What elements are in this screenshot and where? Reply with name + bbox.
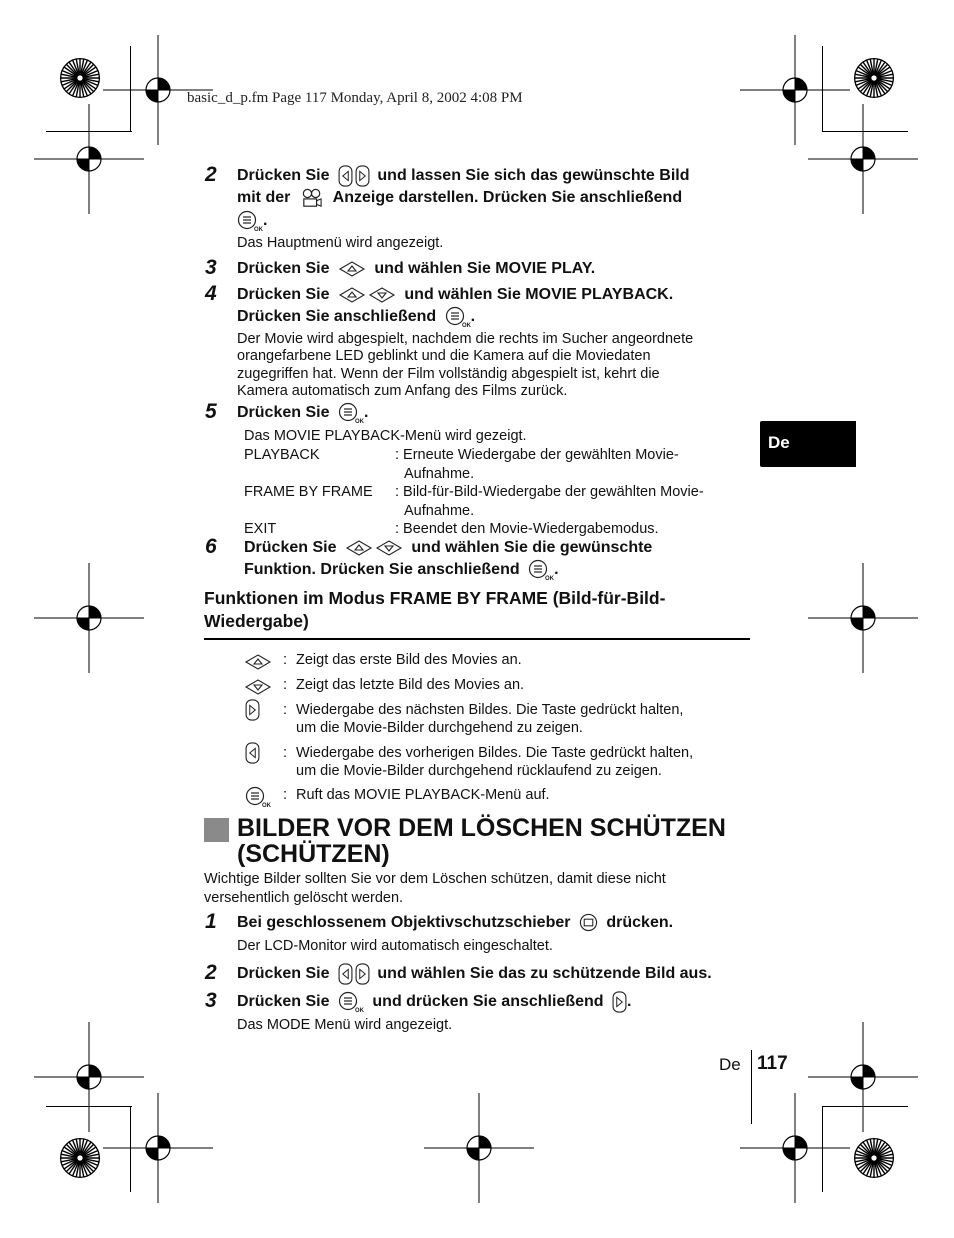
protect-intro-2: versehentlich gelöscht werden. <box>204 890 404 906</box>
protect-title-1: BILDER VOR DEM LÖSCHEN SCHÜTZEN <box>237 814 726 842</box>
right-arrow-button-icon <box>355 963 370 985</box>
list-colon: : <box>283 677 288 693</box>
list-colon: : <box>283 745 288 761</box>
list-colon: : <box>283 652 288 668</box>
star-target-icon <box>852 1136 896 1180</box>
list-item-text-cont: um die Movie-Bilder durchgehend zu zeigen. <box>296 720 583 736</box>
left-arrow-button-icon <box>338 963 353 985</box>
list-colon: : <box>283 702 288 718</box>
movie-mode-icon <box>301 188 323 208</box>
down-arrow-button-icon <box>244 679 272 695</box>
step-4-note-3: zugegriffen hat. Wenn der Film vollständig abgespielt ist, kehrt die <box>237 366 660 382</box>
crosshair-icon <box>34 104 144 214</box>
left-arrow-button-icon <box>245 742 260 764</box>
step-5-note: Das MOVIE PLAYBACK-Menü wird gezeigt. <box>244 428 527 444</box>
step-3-line: Drücken Sie und wählen Sie MOVIE PLAY. <box>237 260 596 277</box>
protect-step-1-note: Der LCD-Monitor wird automatisch eingeschaltet. <box>237 938 553 954</box>
crosshair-icon <box>808 563 918 673</box>
table-row-label: EXIT <box>244 521 277 537</box>
list-item-text: Zeigt das letzte Bild des Movies an. <box>296 677 525 693</box>
crosshair-icon <box>424 1093 534 1203</box>
left-arrow-button-icon <box>338 165 353 187</box>
protect-step-3-line: Drücken Sie und drücken Sie anschließend . <box>237 991 631 1013</box>
step-number: 6 <box>205 535 217 558</box>
step-number: 3 <box>205 989 217 1012</box>
page-number: 117 <box>757 1053 788 1074</box>
star-target-icon <box>852 56 896 100</box>
step-number: 3 <box>205 256 217 279</box>
crosshair-icon <box>740 1093 850 1203</box>
table-row-desc: : Erneute Wiedergabe der gewählten Movie- <box>395 447 679 463</box>
footer-language: De <box>719 1055 741 1074</box>
right-arrow-button-icon <box>355 165 370 187</box>
star-target-icon <box>58 56 102 100</box>
step-4-line-1: Drücken Sie und wählen Sie MOVIE PLAYBACK. <box>237 286 674 303</box>
step-4-note-4: Kamera automatisch zum Anfang des Films zurück. <box>237 383 568 399</box>
ok-menu-button-icon <box>245 786 271 808</box>
display-button-icon <box>579 913 598 932</box>
protect-step-1-line: Bei geschlossenem Objektivschutzschieber drücken. <box>237 914 674 931</box>
step-number: 1 <box>205 910 217 933</box>
table-row-desc: : Bild-für-Bild-Wiedergabe der gewählten Movie- <box>395 484 704 500</box>
up-arrow-button-icon <box>244 654 272 670</box>
table-row-label: FRAME BY FRAME <box>244 484 373 500</box>
step-6-line-2: Funktion. Drücken Sie anschließend . <box>244 559 559 581</box>
up-arrow-button-icon <box>345 540 373 556</box>
step-4-line-2: Drücken Sie anschließend . <box>237 306 475 328</box>
footer-divider <box>751 1050 752 1124</box>
step-number: 2 <box>205 163 217 186</box>
protect-step-3-note: Das MODE Menü wird angezeigt. <box>237 1017 453 1033</box>
up-arrow-button-icon <box>338 287 366 303</box>
step-2-line-2: mit der Anzeige darstellen. Drücken Sie anschließend <box>237 189 683 206</box>
table-row-desc: : Beendet den Movie-Wiedergabemodus. <box>395 521 659 537</box>
protect-intro-1: Wichtige Bilder sollten Sie vor dem Löschen schützen, damit diese nicht <box>204 871 666 887</box>
ok-menu-button-icon <box>445 306 471 328</box>
step-4-note-2: orangefarbene LED geblinkt und die Kamera auf die Moviedaten <box>237 348 651 364</box>
table-row-label: PLAYBACK <box>244 447 320 463</box>
right-arrow-button-icon <box>245 699 260 721</box>
protect-step-2-line: Drücken Sie und wählen Sie das zu schützende Bild aus. <box>237 963 712 985</box>
step-2-line-3: . <box>237 210 267 232</box>
table-row-desc-cont: Aufnahme. <box>404 466 475 482</box>
list-item-text-cont: um die Movie-Bilder durchgehend rücklaufend zu zeigen. <box>296 763 662 779</box>
frame-section-heading-2: Wiedergabe) <box>204 611 309 631</box>
down-arrow-button-icon <box>375 540 403 556</box>
crosshair-icon <box>808 104 918 214</box>
step-6-line-1: Drücken Sie und wählen Sie die gewünschte <box>244 539 653 556</box>
list-item-text: Zeigt das erste Bild des Movies an. <box>296 652 522 668</box>
crosshair-icon <box>103 1093 213 1203</box>
down-arrow-button-icon <box>368 287 396 303</box>
step-5-line: Drücken Sie . <box>237 402 368 424</box>
step-number: 4 <box>205 282 217 305</box>
list-item-text: Wiedergabe des nächsten Bildes. Die Taste gedrückt halten, <box>296 702 684 718</box>
list-item-text: Wiedergabe des vorherigen Bildes. Die Taste gedrückt halten, <box>296 745 694 761</box>
ok-menu-button-icon <box>237 210 263 232</box>
step-2-line-1: Drücken Sie und lassen Sie sich das gewünschte Bild <box>237 165 689 187</box>
right-arrow-button-icon <box>612 991 627 1013</box>
section-divider <box>204 638 750 640</box>
up-arrow-button-icon <box>338 261 366 277</box>
section-marker-box <box>204 818 229 842</box>
frame-section-heading-1: Funktionen im Modus FRAME BY FRAME (Bild-für-Bild- <box>204 588 666 608</box>
language-tab: De <box>760 421 856 467</box>
ok-menu-button-icon <box>338 991 364 1013</box>
table-row-desc-cont: Aufnahme. <box>404 503 475 519</box>
step-number: 2 <box>205 961 217 984</box>
step-4-note-1: Der Movie wird abgespielt, nachdem die rechts im Sucher angeordnete <box>237 331 694 347</box>
step-number: 5 <box>205 400 217 423</box>
crosshair-icon <box>34 563 144 673</box>
list-colon: : <box>283 787 288 803</box>
list-item-text: Ruft das MOVIE PLAYBACK-Menü auf. <box>296 787 550 803</box>
step-2-note: Das Hauptmenü wird angezeigt. <box>237 235 444 251</box>
file-header: basic_d_p.fm Page 117 Monday, April 8, 2002 4:08 PM <box>187 90 523 106</box>
protect-title-2: (SCHÜTZEN) <box>237 840 390 868</box>
star-target-icon <box>58 1136 102 1180</box>
ok-menu-button-icon <box>338 402 364 424</box>
ok-menu-button-icon <box>528 559 554 581</box>
